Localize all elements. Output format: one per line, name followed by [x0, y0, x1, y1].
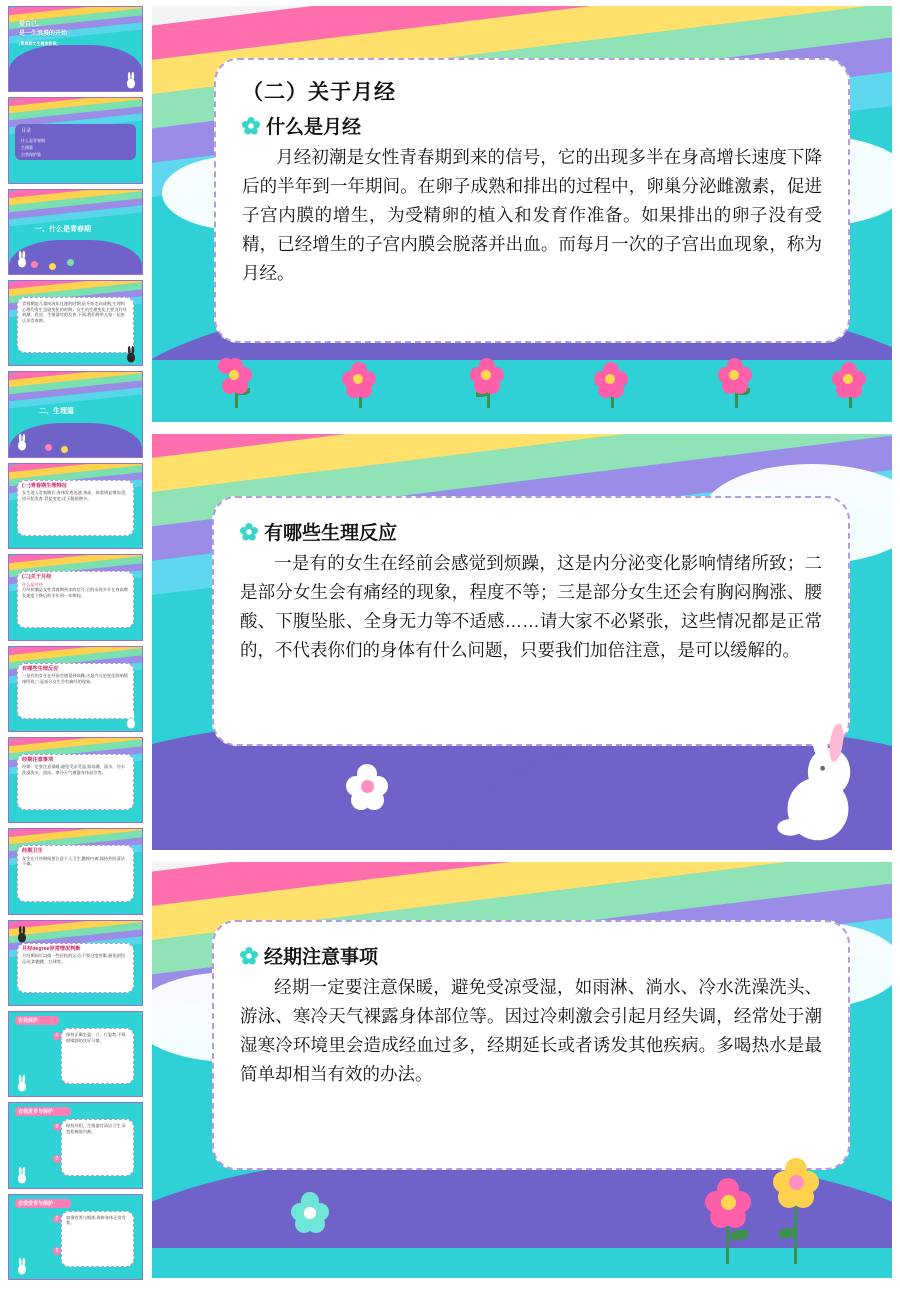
slide-1-paragraph-text: 月经初潮是女性青春期到来的信号，它的出现多半在身高增长速度下降后的半年到一年期间。在卵子成熟和排出的过程中，卵巢分泌雌激素，促进子宫内膜的增生，为受精卵的植入和发育作准备。如果排出的卵子没有受精，已经增生的子宫内膜会脱落并出血。而每月一次的子宫出血现象，称为月经。	[242, 147, 822, 283]
thumbnail-2[interactable]	[8, 97, 143, 183]
slide-2-subheading-row	[240, 518, 822, 545]
thumb-3-title: 一、什么是青春期	[35, 225, 91, 233]
rabbit-icon	[15, 925, 29, 943]
slide-3-subheading: 经期注意事项	[264, 947, 379, 968]
rabbit-icon	[124, 71, 138, 89]
slide-2[interactable]	[152, 434, 892, 850]
thumb-1-subtitle: (青春期女生健康教育)	[19, 41, 58, 46]
slide-2-paragraph	[240, 549, 822, 665]
content-card	[212, 496, 850, 746]
thumbnail-11[interactable]	[8, 920, 143, 1006]
thumbnail-10[interactable]	[8, 828, 143, 914]
thumb-9-body: 经期一定要注意保暖,避免受凉受湿,如雨淋、淌水、冷水洗澡洗头、游泳、寒冷天气裸露身体部位等。	[22, 764, 125, 776]
thumbnail-14[interactable]: 自我发育与保护 加强营养与锻炼,保障身体正常发育。 0 0	[8, 1194, 143, 1280]
thumb-2-item-3: 自我保护篇	[21, 152, 41, 158]
thumb-12-title: 自我保护	[18, 1017, 39, 1024]
slide-3-paragraph-text: 经期一定要注意保暖，避免受凉受湿，如雨淋、淌水、冷水洗澡洗头、游泳、寒冷天气裸露身体部位等。因过冷刺激会引起月经失调，经常处于潮湿寒冷环境里会造成经血过多，经期延长或者诱发其他疾病。多喝热水是最简单却相当有效的办法。	[240, 977, 822, 1084]
teal-ground	[152, 1248, 892, 1278]
slide-1-heading: （二）关于月经	[242, 81, 396, 104]
thumb-14-title: 自我发育与保护	[18, 1200, 54, 1207]
thumb-14-body: 加强营养与锻炼,保障身体正常发育。	[66, 1214, 126, 1226]
slide-3-paragraph	[240, 973, 822, 1089]
rabbit-icon	[15, 1166, 29, 1184]
thumb-7-subtitle: 什么是月经	[22, 581, 43, 587]
slide-3-subheading-row	[240, 942, 822, 969]
thumb-13-body: 保持外阴、生殖器官清洁卫生,穿宽松棉质内裤。	[66, 1123, 126, 1134]
thumbnail-9[interactable]	[8, 737, 143, 823]
thumbnail-4[interactable]	[8, 280, 143, 366]
thumb-2-item-2: 生理篇	[21, 145, 33, 151]
thumb-6-body: 女生进入青春期后,身体发育迅速,身高、体重明显增加,乳房开始发育,骨盆变宽,皮下脂肪增多。	[22, 490, 126, 501]
content-card	[212, 920, 850, 1170]
slide-list	[152, 6, 892, 1290]
content-card	[214, 58, 850, 343]
slide-2-subheading: 有哪些生理反应	[264, 523, 398, 544]
thumb-8-title: 有哪些生理反应	[22, 665, 59, 672]
thumb-12-body: 保持正确坐姿、立、行姿势,不吸烟喝酒的良好习惯。	[66, 1031, 126, 1043]
thumb-11-body: 月经期间可以做一些轻松的运动,不要过度劳累,避免剧烈运动,如跑跳、打球等。	[22, 953, 125, 964]
thumbnail-3[interactable]	[8, 189, 143, 275]
thumbnail-13[interactable]: 自我发育与保护 保持外阴、生殖器官清洁卫生,穿宽松棉质内裤。 0 0	[8, 1102, 143, 1188]
thumb-9-title: 经期注意事项	[22, 756, 54, 763]
thumb-2-item-1: 什么是青春期	[21, 138, 45, 144]
thumbnail-8[interactable]	[8, 646, 143, 732]
flower-bullet-icon	[240, 947, 258, 965]
thumbnail-5[interactable]	[8, 371, 143, 457]
rabbit-icon	[15, 1074, 29, 1092]
slide-1-subheading: 什么是月经	[266, 117, 362, 138]
slide-3[interactable]	[152, 862, 892, 1278]
thumb-8-body: 一是有的女生在经前会感觉到烦躁,这是内分泌变化影响情绪所致;二是部分女生会有痛经的现象。	[22, 673, 128, 684]
thumbnail-6[interactable]	[8, 463, 143, 549]
flower-bullet-icon	[240, 523, 258, 541]
rabbit-icon	[15, 433, 29, 451]
thumb-1-title-line1: 爱自己,	[19, 22, 39, 28]
thumb-2-title: 目录	[21, 128, 32, 135]
thumb-10-title: 经期卫生	[22, 848, 43, 855]
teal-ground	[152, 360, 892, 422]
rabbit-icon	[15, 1257, 29, 1275]
thumb-7-body: 月经初潮是女性青春期到来的信号,它的出现多半在身高增长速度下降后的半年到一年期间。	[22, 587, 128, 598]
slide-2-paragraph-text: 一是有的女生在经前会感觉到烦躁，这是内分泌变化影响情绪所致；二是部分女生会有痛经的现象，程度不等；三是部分女生还会有胸闷胸涨、腰酸、下腹坠胀、全身无力等不适感……请大家不必紧张，这些情况都是正常的，不代表你们的身体有什么问题，只要我们加倍注意，是可以缓解的。	[240, 553, 822, 660]
thumb-6-title: (一)青春期生理特征	[22, 482, 67, 489]
thumb-4-body: 青春期是儿童向成年过渡的时期,是开始走向成熟,生理和心理均发生急剧变化的时期。女生的生理变化主要为月经初潮、乳房、生殖器官的发育,下面,我们将带大家一起来认识青春期。	[22, 301, 127, 323]
thumb-13-title: 自我发育与保护	[18, 1109, 54, 1116]
rabbit-icon	[15, 250, 29, 268]
thumb-5-title: 二、生理篇	[39, 408, 74, 416]
slide-1-subheading-row	[242, 112, 822, 139]
rabbit-icon	[124, 345, 138, 363]
flower-bullet-icon	[242, 117, 260, 135]
rabbit-icon	[124, 711, 138, 729]
slide-thumbnail-rail[interactable]	[8, 6, 143, 1280]
thumb-10-body: 女生在月经期间要注意个人卫生,勤换内裤,保持外阴清洁干燥。	[22, 855, 125, 867]
thumb-7-title: (二)关于月经	[22, 574, 52, 581]
rabbit-icon	[770, 724, 866, 844]
thumbnail-1[interactable]	[8, 6, 143, 92]
thumbnail-12[interactable]: 自我保护 保持正确坐姿、立、行姿势,不吸烟喝酒的良好习惯。 0	[8, 1011, 143, 1097]
thumbnail-7[interactable]	[8, 554, 143, 640]
slide-1-paragraph	[242, 143, 822, 288]
thumb-11-title: 月经degree异常情况判断	[22, 945, 81, 952]
slide-1[interactable]	[152, 6, 892, 422]
thumb-1-title-line2: 是一生浪漫的开始	[19, 31, 68, 37]
